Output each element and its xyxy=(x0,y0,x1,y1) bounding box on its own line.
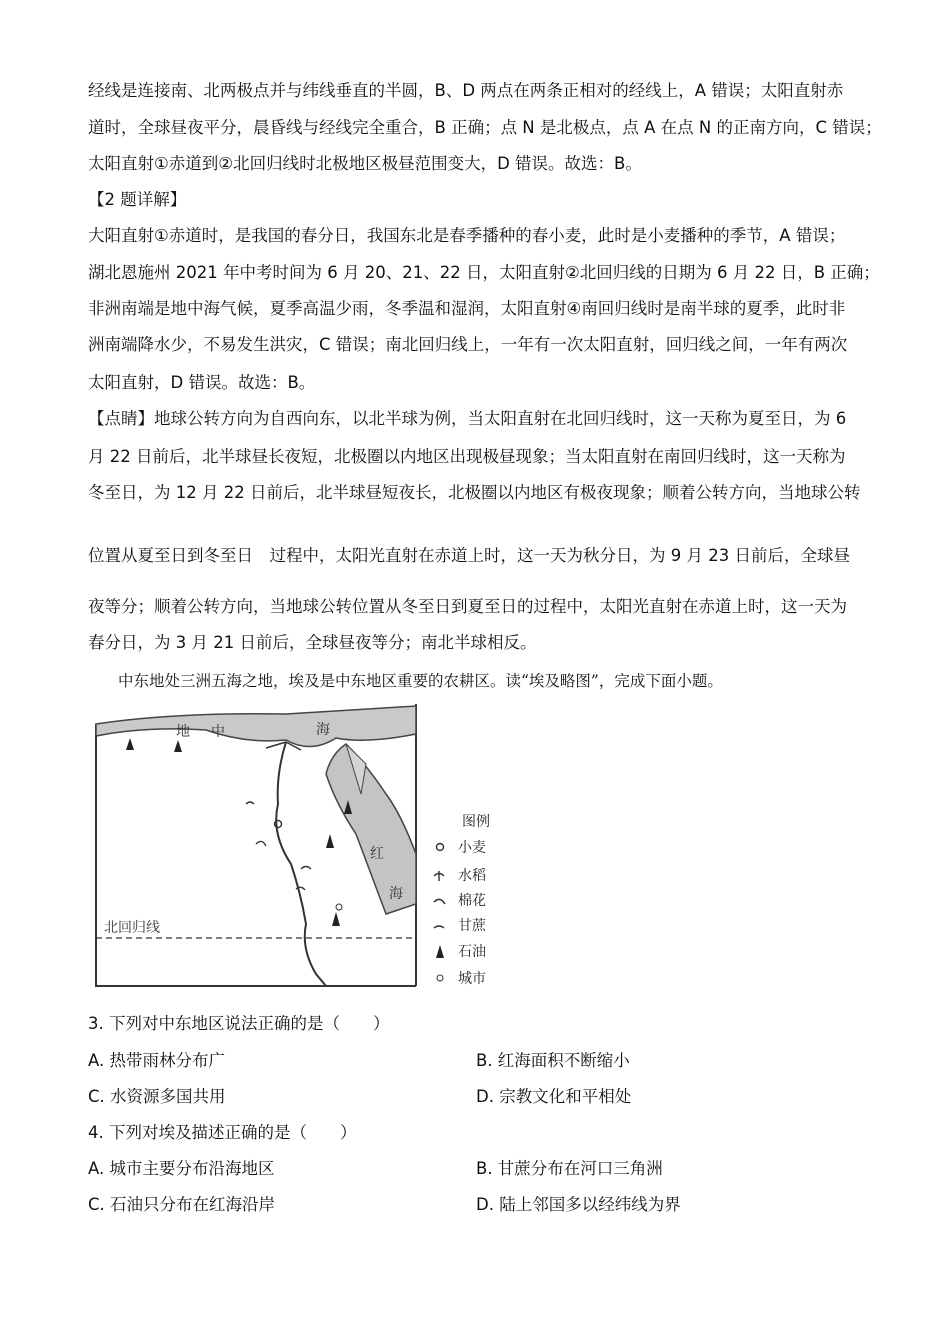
city-icon xyxy=(437,975,443,981)
sea-label: 中 xyxy=(211,724,225,740)
section-heading: 【2 题详解】 xyxy=(88,190,187,209)
explanation-line: 洲南端降水少，不易发生洪灾，C 错误；南北回归线上，一年有一次太阳直射，回归线之间，一年有两次 xyxy=(88,335,848,354)
sea-label: 地 xyxy=(176,724,190,740)
question-stem: 3. 下列对中东地区说法正确的是（ ） xyxy=(88,1014,390,1033)
option-b[interactable]: B. 红海面积不断缩小 xyxy=(476,1051,630,1070)
red-sea-label: 海 xyxy=(389,886,403,902)
legend-label: 甘蔗 xyxy=(458,918,486,934)
egypt-map xyxy=(86,704,506,1000)
cotton-icon xyxy=(434,899,445,904)
explanation-line: 湖北恩施州 2021 年中考时间为 6 月 20、21、22 日，太阳直射②北回归线的日期为 6 月 22 日，B 正确； xyxy=(88,263,880,282)
sugarcane-icon xyxy=(301,867,311,870)
tropic-label: 北回归线 xyxy=(104,920,160,936)
sugarcane-icon xyxy=(296,887,305,890)
nile-river xyxy=(276,742,326,986)
oil-icon xyxy=(126,738,352,926)
option-c[interactable]: C. 水资源多国共用 xyxy=(88,1087,226,1106)
legend-label: 棉花 xyxy=(458,893,486,909)
sea-label: 海 xyxy=(316,722,330,738)
legend-title: 图例 xyxy=(462,814,490,830)
tip-line: 春分日，为 3 月 21 日前后，全球昼夜等分；南北半球相反。 xyxy=(88,633,537,652)
mediterranean-sea xyxy=(96,706,416,747)
option-d[interactable]: D. 陆上邻国多以经纬线为界 xyxy=(476,1195,681,1214)
legend-label: 水稻 xyxy=(458,868,486,884)
explanation-line: 道时，全球昼夜平分，晨昏线与经线完全重合，B 正确；点 N 是北极点，点 A 在点 N 的正南方向，C 错误； xyxy=(88,118,882,137)
explanation-line: 太阳直射①赤道到②北回归线时北极地区极昼范围变大，D 错误。故选：B。 xyxy=(88,154,642,173)
wheat-icon xyxy=(437,844,444,851)
tip-line: 冬至日，为 12 月 22 日前后，北半球昼短夜长，北极圈以内地区有极夜现象；顺着公转方向，当地球公转 xyxy=(88,483,861,502)
tip-line: 月 22 日前后，北半球昼长夜短，北极圈以内地区出现极昼现象；当太阳直射在南回归线时，这一天称为 xyxy=(88,447,846,466)
legend-label: 城市 xyxy=(458,971,486,987)
option-a[interactable]: A. 城市主要分布沿海地区 xyxy=(88,1159,275,1178)
map-legend xyxy=(434,814,490,987)
option-a[interactable]: A. 热带雨林分布广 xyxy=(88,1051,225,1070)
oil-icon xyxy=(436,945,444,958)
question-stem: 4. 下列对埃及描述正确的是（ ） xyxy=(88,1123,357,1142)
city-icon xyxy=(336,904,342,910)
cotton-icon xyxy=(256,841,266,846)
legend-label: 小麦 xyxy=(458,840,486,856)
rice-icon xyxy=(434,871,444,881)
option-c[interactable]: C. 石油只分布在红海沿岸 xyxy=(88,1195,276,1214)
rice-icon xyxy=(246,802,254,804)
option-d[interactable]: D. 宗教文化和平相处 xyxy=(476,1087,632,1106)
red-sea-label: 红 xyxy=(370,846,384,862)
explanation-line: 大阳直射①赤道时，是我国的春分日，我国东北是春季播种的春小麦，此时是小麦播种的季节，A 错误； xyxy=(88,226,846,245)
legend-label: 石油 xyxy=(458,944,486,960)
explanation-line: 经线是连接南、北两极点并与纬线垂直的半圆，B、D 两点在两条正相对的经线上，A 错误；太阳直射赤 xyxy=(88,81,844,100)
question-intro: 中东地处三洲五海之地，埃及是中东地区重要的农耕区。读“埃及略图”，完成下面小题。 xyxy=(118,672,723,690)
tip-line: 位置从夏至日到冬至日 过程中，太阳光直射在赤道上时，这一天为秋分日，为 9 月 23 日前后，全球昼 xyxy=(88,546,850,565)
tip-line: 【点睛】地球公转方向为自西向东，以北半球为例，当太阳直射在北回归线时，这一天称为夏至日，为 6 xyxy=(88,409,847,428)
sugarcane-icon xyxy=(434,926,444,928)
explanation-line: 非洲南端是地中海气候，夏季高温少雨，冬季温和湿润，太阳直射④南回归线时是南半球的夏季，此时非 xyxy=(88,299,846,318)
tip-line: 夜等分；顺着公转方向，当地球公转位置从冬至日到夏至日的过程中，太阳光直射在赤道上时，这一天为 xyxy=(88,597,847,616)
option-b[interactable]: B. 甘蔗分布在河口三角洲 xyxy=(476,1159,663,1178)
explanation-line: 太阳直射，D 错误。故选：B。 xyxy=(88,373,316,392)
